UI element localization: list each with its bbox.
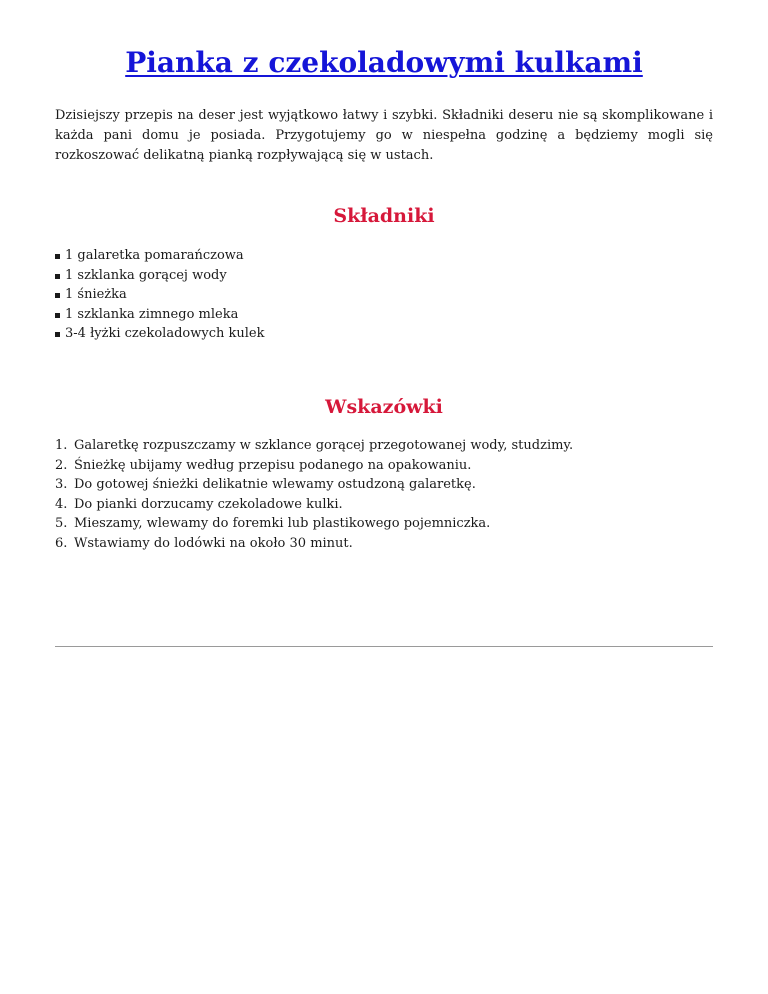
step-number: 1. [55, 438, 68, 453]
list-item [55, 305, 264, 325]
intro-paragraph: Dzisiejszy przepis na deser jest wyjątkowo łatwy i szybki. Składniki deseru nie są skomplikowane i każda pani domu je posiada. Przygotujemy go w niespełna godzinę a będziemy mogli się rozkoszować delikatną pianką rozpływającą się w ustach. [55, 108, 713, 163]
bullet-icon [55, 293, 60, 298]
step-number: 5. [55, 516, 68, 531]
page-title-link[interactable]: Pianka z czekoladowymi kulkami [125, 46, 643, 79]
ingredient-text: 1 szklanka gorącej wody [65, 267, 227, 283]
list-item [55, 324, 264, 344]
list-item [55, 475, 573, 495]
bullet-icon [55, 332, 60, 337]
list-item [55, 266, 264, 286]
ingredient-text: 1 galaretka pomarańczowa [65, 248, 244, 263]
step-number: 4. [55, 496, 68, 512]
bullet-icon [55, 254, 60, 259]
horizontal-divider [55, 646, 713, 647]
step-text: Mieszamy, wlewamy do foremki lub plastikowego pojemniczka. [74, 516, 491, 531]
step-text: Do gotowej śnieżki delikatnie wlewamy ostudzoną galaretkę. [74, 477, 476, 492]
step-text: Galaretkę rozpuszczamy w szklance gorącej przegotowanej wody, studzimy. [74, 438, 574, 453]
step-number: 3. [55, 477, 68, 492]
ingredient-text: 1 śnieżka [65, 287, 127, 302]
directions-list [55, 436, 573, 553]
step-number: 6. [55, 535, 68, 551]
list-item [55, 285, 264, 305]
list-item [55, 456, 573, 476]
step-text: Do pianki dorzucamy czekoladowe kulki. [74, 496, 343, 512]
directions-heading: Wskazówki [325, 396, 443, 418]
ingredient-text: 3-4 łyżki czekoladowych kulek [65, 326, 265, 341]
step-text: Wstawiamy do lodówki na około 30 minut. [74, 535, 353, 551]
bullet-icon [55, 274, 60, 279]
step-number: 2. [55, 457, 68, 473]
bullet-icon [55, 313, 60, 318]
ingredients-heading: Składniki [333, 205, 435, 227]
step-text: Śnieżkę ubijamy według przepisu podanego na opakowaniu. [74, 457, 472, 473]
list-item [55, 436, 573, 456]
ingredient-text: 1 szklanka zimnego mleka [65, 306, 239, 322]
list-item [55, 534, 573, 554]
list-item [55, 514, 573, 534]
ingredients-list [55, 246, 264, 344]
list-item [55, 246, 264, 266]
list-item [55, 495, 573, 515]
